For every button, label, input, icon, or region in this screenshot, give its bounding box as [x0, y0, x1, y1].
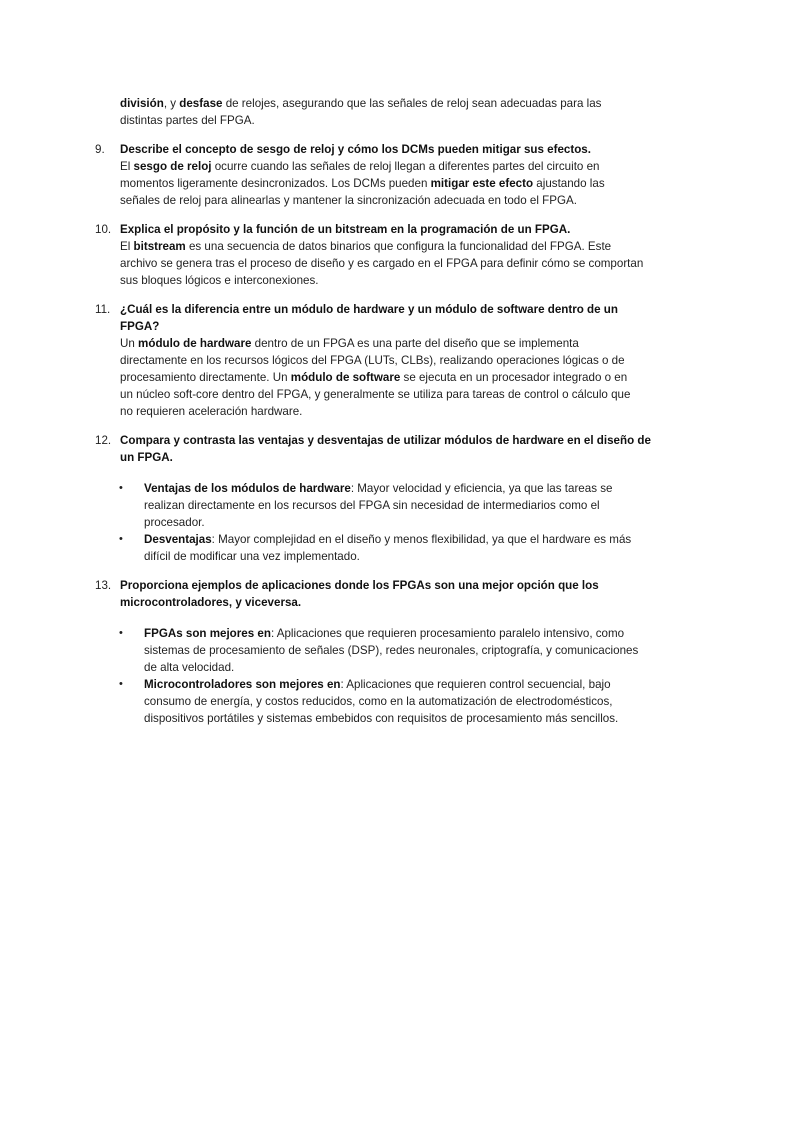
bold-text: Compara y contrasta las ventajas y desventajas de utilizar módulos de hardware en el diseño de [120, 434, 651, 447]
text-run: archivo se genera tras el proceso de diseño y es cargado en el FPGA para definir cómo se comportan [120, 257, 644, 270]
bullet-item [0, 531, 793, 565]
bold-text: módulo de software [290, 371, 401, 384]
document-page [0, 95, 793, 739]
text-run: procesador. [144, 516, 205, 529]
text-run: distintas partes del FPGA. [120, 114, 255, 127]
text-line [0, 175, 793, 192]
text-line [0, 221, 793, 238]
bullet-list [0, 480, 793, 565]
bullet-item [0, 480, 793, 531]
text-line [0, 432, 793, 449]
text-run: Un [120, 337, 139, 350]
text-line [0, 335, 793, 352]
bold-text: Proporciona ejemplos de aplicaciones donde los FPGAs son una mejor opción que los [120, 579, 599, 592]
item-number: 9. [95, 143, 105, 156]
list-item-12 [0, 432, 793, 565]
text-run: procesamiento directamente. Un [120, 371, 291, 384]
bold-text: Explica el propósito y la función de un bitstream en la programación de un FPGA. [120, 223, 571, 236]
bullet-item [0, 625, 793, 676]
text-line [0, 710, 793, 727]
bold-text: FPGA? [120, 320, 160, 333]
text-run: El [120, 160, 134, 173]
text-line [0, 625, 793, 642]
bold-text: FPGAs son mejores en [144, 627, 271, 640]
text-line [0, 514, 793, 531]
text-line [0, 577, 793, 594]
text-run: : Aplicaciones que requieren procesamiento paralelo intensivo, como [270, 627, 625, 640]
bold-text: ¿Cuál es la diferencia entre un módulo de hardware y un módulo de software dentro de un [120, 303, 618, 316]
bullet-icon: • [119, 678, 123, 690]
text-run: realizan directamente en los recursos del FPGA sin necesidad de intermediarios como el [144, 499, 600, 512]
bullet-icon: • [119, 482, 123, 494]
bold-text: mitigar este efecto [430, 177, 534, 190]
item-number: 13. [95, 579, 112, 592]
text-run: consumo de energía, y costos reducidos, como en la automatización de electrodomésticos, [144, 695, 613, 708]
text-run: dentro de un FPGA es una parte del diseño que se implementa [251, 337, 579, 350]
text-line [0, 158, 793, 175]
text-run: : Mayor velocidad y eficiencia, ya que las tareas se [350, 482, 613, 495]
bullet-item [0, 676, 793, 727]
text-run: sus bloques lógicos e interconexiones. [120, 274, 319, 287]
text-run: ocurre cuando las señales de reloj llegan a diferentes partes del circuito en [211, 160, 600, 173]
bold-text: un FPGA. [120, 451, 173, 464]
bold-text: Ventajas de los módulos de hardware [144, 482, 351, 495]
bullet-icon: • [119, 627, 123, 639]
bold-text: desfase [179, 97, 223, 110]
bold-text: microcontroladores, y viceversa. [120, 596, 302, 609]
item-number: 12. [95, 434, 112, 447]
text-line [0, 449, 793, 466]
text-line [0, 386, 793, 403]
text-line [0, 318, 793, 335]
text-line [0, 693, 793, 710]
bullet-icon: • [119, 533, 123, 545]
text-run: no requieren aceleración hardware. [120, 405, 303, 418]
text-run: señales de reloj para alinearlas y mantener la sincronización adecuada en todo el FPGA. [120, 194, 577, 207]
bold-text: Desventajas [144, 533, 212, 546]
text-line [0, 594, 793, 611]
text-run: ajustando las [533, 177, 605, 190]
text-run: , y [163, 97, 180, 110]
text-line [0, 301, 793, 318]
list-item-13 [0, 577, 793, 727]
bold-text: Describe el concepto de sesgo de reloj y cómo los DCMs pueden mitigar sus efectos. [120, 143, 591, 156]
text-line [0, 676, 793, 693]
text-run: momentos ligeramente desincronizados. Los DCMs pueden [120, 177, 431, 190]
text-line [0, 531, 793, 548]
text-line [0, 659, 793, 676]
item-number: 10. [95, 223, 112, 236]
text-run: difícil de modificar una vez implementado. [144, 550, 360, 563]
text-line [0, 403, 793, 420]
text-line [0, 548, 793, 565]
text-line [0, 141, 793, 158]
text-run: : Mayor complejidad en el diseño y menos flexibilidad, ya que el hardware es más [211, 533, 632, 546]
text-line [0, 272, 793, 289]
text-run: dispositivos portátiles y sistemas embebidos con requisitos de procesamiento más sencillos. [144, 712, 619, 725]
list-item-11 [0, 301, 793, 420]
text-run: un núcleo soft-core dentro del FPGA, y generalmente se utiliza para tareas de control o cálculo que [120, 388, 631, 401]
text-run: : Aplicaciones que requieren control secuencial, bajo [340, 678, 611, 691]
continued-paragraph [0, 95, 793, 129]
text-run: directamente en los recursos lógicos del FPGA (LUTs, CLBs), realizando operaciones lógicas o de [120, 354, 625, 367]
bold-text: módulo de hardware [138, 337, 252, 350]
bold-text: sesgo de reloj [133, 160, 212, 173]
text-run: es una secuencia de datos binarios que configura la funcionalidad del FPGA. Este [185, 240, 612, 253]
text-line [0, 480, 793, 497]
text-line [0, 369, 793, 386]
text-run: de alta velocidad. [144, 661, 235, 674]
text-run: sistemas de procesamiento de señales (DSP), redes neuronales, criptografía, y comunicaciones [144, 644, 639, 657]
text-line [0, 192, 793, 209]
bold-text: bitstream [133, 240, 186, 253]
bullet-list [0, 625, 793, 727]
text-line [0, 352, 793, 369]
list-item-9 [0, 141, 793, 209]
bold-text: división [120, 97, 164, 110]
text-line [0, 238, 793, 255]
text-run: de relojes, asegurando que las señales de reloj sean adecuadas para las [222, 97, 602, 110]
list-item-10 [0, 221, 793, 289]
text-line [0, 497, 793, 514]
text-line [0, 255, 793, 272]
text-line [0, 112, 793, 129]
text-line [0, 95, 793, 112]
text-run: se ejecuta en un procesador integrado o en [400, 371, 628, 384]
text-run: El [120, 240, 134, 253]
text-line [0, 642, 793, 659]
item-number: 11. [95, 303, 111, 316]
bold-text: Microcontroladores son mejores en [144, 678, 341, 691]
